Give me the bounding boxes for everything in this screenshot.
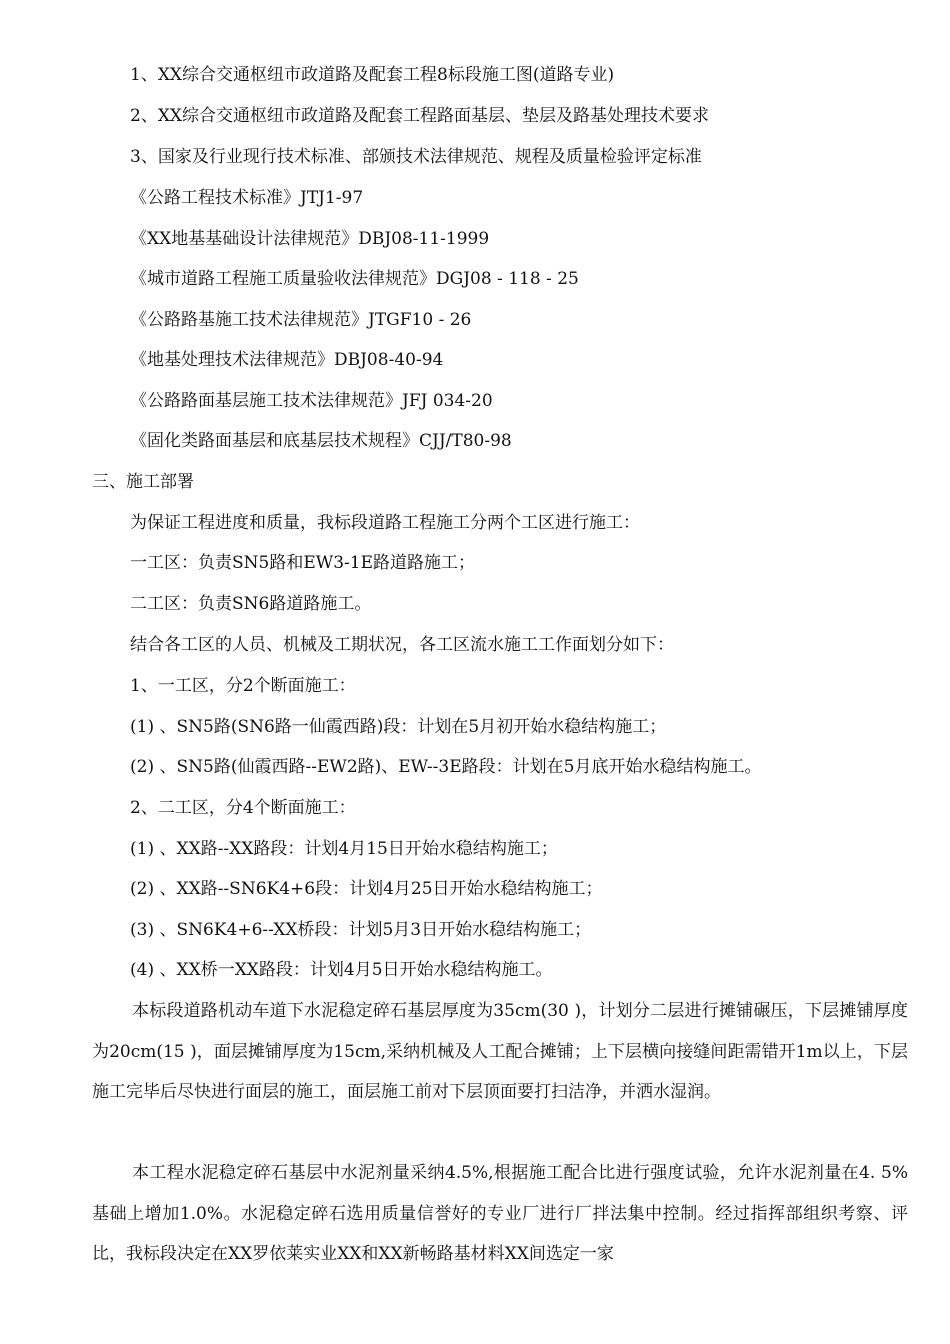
section-heading: 三、施工部署 [92, 472, 194, 492]
deploy-line: (3) 、SN6K4+6--XX桥段：计划5月3日开始水稳结构施工； [130, 920, 592, 940]
deploy-line: 2、二工区，分4个断面施工： [130, 798, 356, 818]
body-paragraph: 本工程水泥稳定碎石基层中水泥剂量采纳4.5%,根据施工配合比进行强度试验，允许水泥剂量在4. 5%基础上增加1.0%。水泥稳定碎石选用质量信誉好的专业厂进行厂拌法集中控制。经过指挥部组织考察、评比，我标段决定在XX罗依莱实业XX和XX新畅路基材料XX间选定一家 [92, 1163, 908, 1264]
reference-line: 2、XX综合交通枢纽市政道路及配套工程路面基层、垫层及路基处理技术要求 [130, 106, 710, 126]
deploy-line: (4) 、XX桥一XX路段：计划4月5日开始水稳结构施工。 [130, 960, 553, 980]
deploy-line: (2) 、SN5路(仙霞西路--EW2路)、EW--3E路段：计划在5月底开始水稳结构施工。 [130, 757, 762, 777]
standard-line: 《城市道路工程施工质量验收法律规范》DGJ08 - 118 - 25 [130, 269, 579, 289]
deploy-line: 结合各工区的人员、机械及工期状况，各工区流水施工工作面划分如下： [130, 635, 674, 655]
standard-line: 《XX地基基础设计法律规范》DBJ08-11-1999 [130, 229, 490, 249]
body-paragraph: 本标段道路机动车道下水泥稳定碎石基层厚度为35cm(30 )，计划分二层进行摊铺碾压，下层摊铺厚度为20cm(15 )，面层摊铺厚度为15cm,采纳机械及人工配合摊铺；上下层横向接缝间距需错开1m以上，下层施工完毕后尽快进行面层的施工，面层施工前对下层顶面要打扫洁净，并洒水湿润。 [92, 1001, 908, 1102]
deploy-line: 二工区：负责SN6路道路施工。 [130, 594, 372, 614]
standard-line: 《公路工程技术标准》JTJ1-97 [130, 188, 364, 208]
deploy-line: 一工区：负责SN5路和EW3-1E路道路施工； [130, 553, 476, 573]
deploy-line: (1) 、SN5路(SN6路一仙霞西路)段：计划在5月初开始水稳结构施工； [130, 717, 667, 737]
deploy-line: (1) 、XX路--XX路段：计划4月15日开始水稳结构施工； [130, 839, 558, 859]
deploy-line: (2) 、XX路--SN6K4+6段：计划4月25日开始水稳结构施工； [130, 879, 603, 899]
standard-line: 《地基处理技术法律规范》DBJ08-40-94 [130, 350, 444, 370]
deploy-line: 为保证工程进度和质量，我标段道路工程施工分两个工区进行施工： [130, 513, 640, 533]
reference-line: 3、国家及行业现行技术标准、部颁技术法律规范、规程及质量检验评定标准 [130, 147, 702, 167]
standard-line: 《公路路基施工技术法律规范》JTGF10 - 26 [130, 310, 472, 330]
standard-line: 《公路路面基层施工技术法律规范》JFJ 034-20 [130, 391, 493, 411]
deploy-line: 1、一工区，分2个断面施工： [130, 676, 356, 696]
standard-line: 《固化类路面基层和底基层技术规程》CJJ/T80-98 [130, 431, 512, 451]
reference-line: 1、XX综合交通枢纽市政道路及配套工程8标段施工图(道路专业) [130, 65, 615, 85]
